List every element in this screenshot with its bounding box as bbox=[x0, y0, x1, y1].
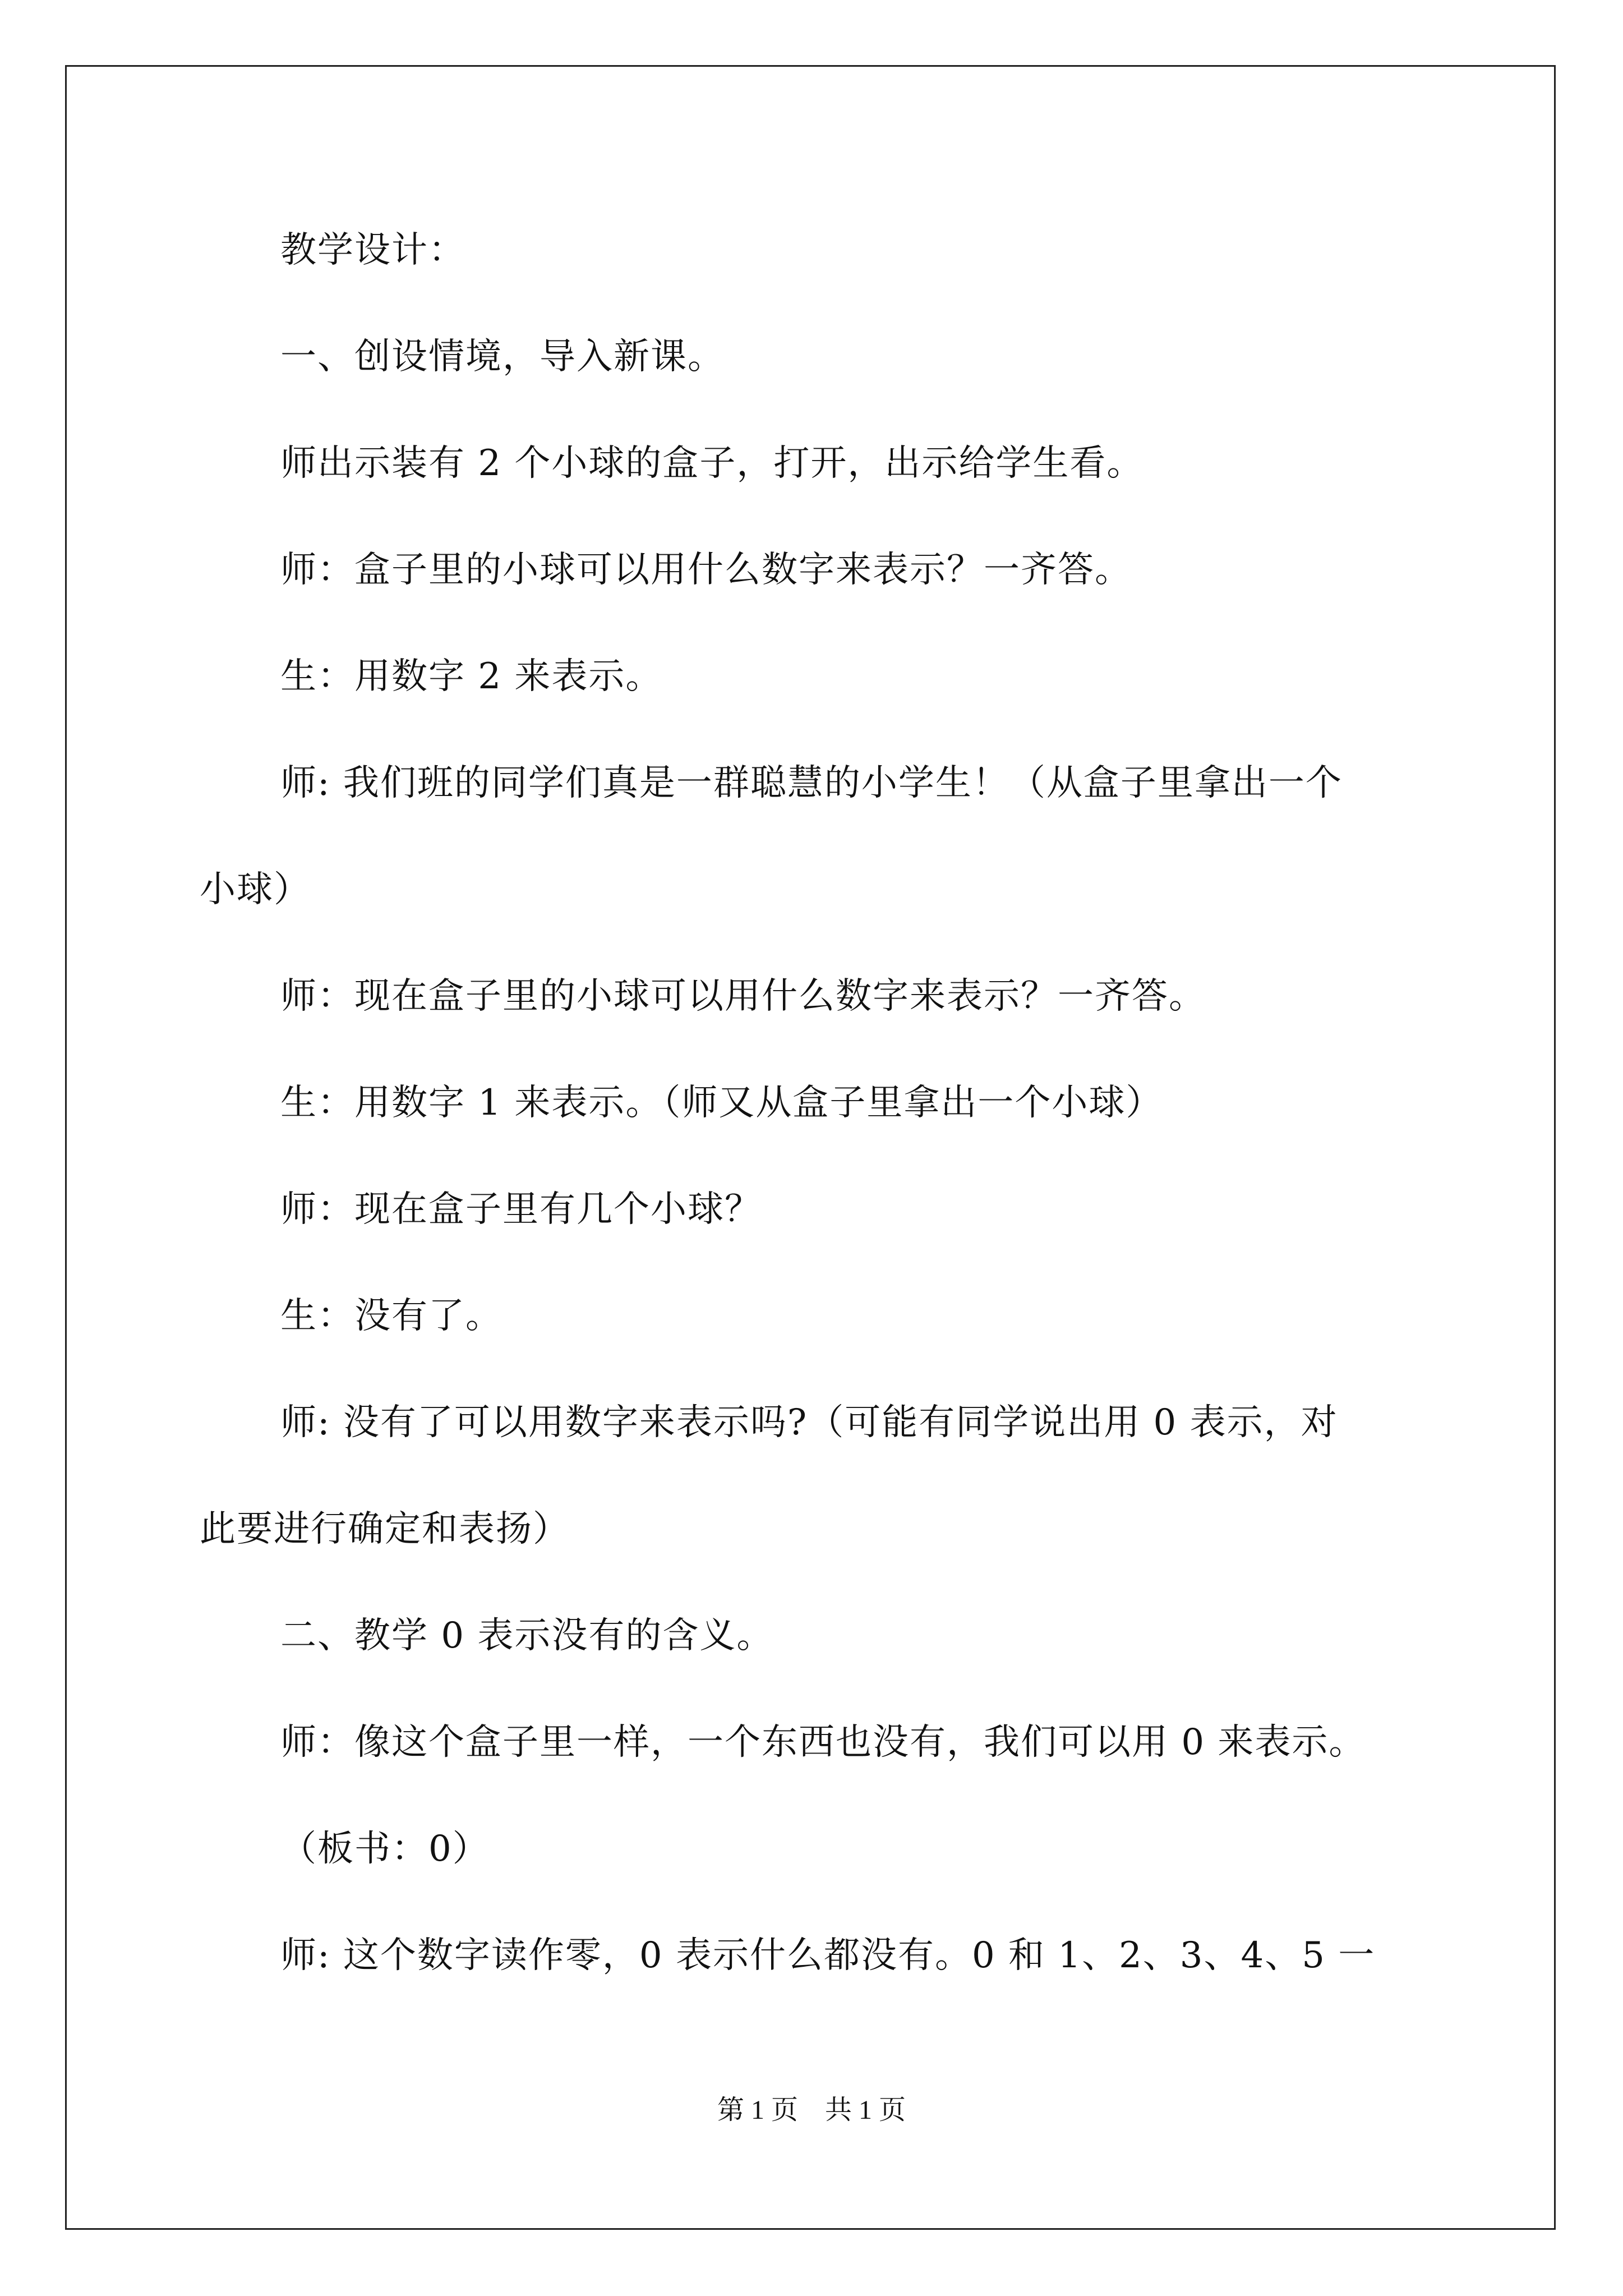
paragraph-line: 生：用数字 1 来表示。（师又从盒子里拿出一个小球） bbox=[280, 1082, 1163, 1124]
page-border bbox=[65, 65, 1556, 2230]
page-footer: 第 1 页 共 1 页 bbox=[717, 2095, 906, 2125]
paragraph-line: 师：盒子里的小球可以用什么数字来表示？一齐答。 bbox=[280, 549, 1132, 591]
paragraph-line: 师：现在盒子里有几个小球？ bbox=[280, 1189, 762, 1230]
paragraph-line: 师：像这个盒子里一样，一个东西也没有，我们可以用 0 来表示。 bbox=[280, 1722, 1366, 1763]
paragraph-line: 师出示装有 2 个小球的盒子，打开，出示给学生看。 bbox=[280, 443, 1144, 484]
section-title: 一、创设情境，导入新课。 bbox=[280, 336, 725, 378]
paragraph-line: 生：用数字 2 来表示。 bbox=[280, 656, 663, 697]
paragraph-line: 师: 我们班的同学们真是一群聪慧的小学生！（从盒子里拿出一个 bbox=[280, 762, 1343, 804]
paragraph-line: 师: 这个数字读作零，0 表示什么都没有。0 和 1、2、3、4、5 一 bbox=[280, 1935, 1376, 1976]
paragraph-line: （板书：0） bbox=[280, 1828, 490, 1870]
paragraph-line-continued: 小球） bbox=[200, 869, 311, 910]
paragraph-line: 师: 没有了可以用数字来表示吗?（可能有同学说出用 0 表示，对 bbox=[280, 1402, 1338, 1443]
paragraph-line-continued: 此要进行确定和表扬） bbox=[200, 1508, 570, 1550]
paragraph-line: 生：没有了。 bbox=[280, 1295, 502, 1337]
section-heading: 教学设计： bbox=[280, 229, 465, 271]
section-title: 二、教学 0 表示没有的含义。 bbox=[280, 1615, 774, 1657]
paragraph-line: 师：现在盒子里的小球可以用什么数字来表示？一齐答。 bbox=[280, 976, 1206, 1017]
